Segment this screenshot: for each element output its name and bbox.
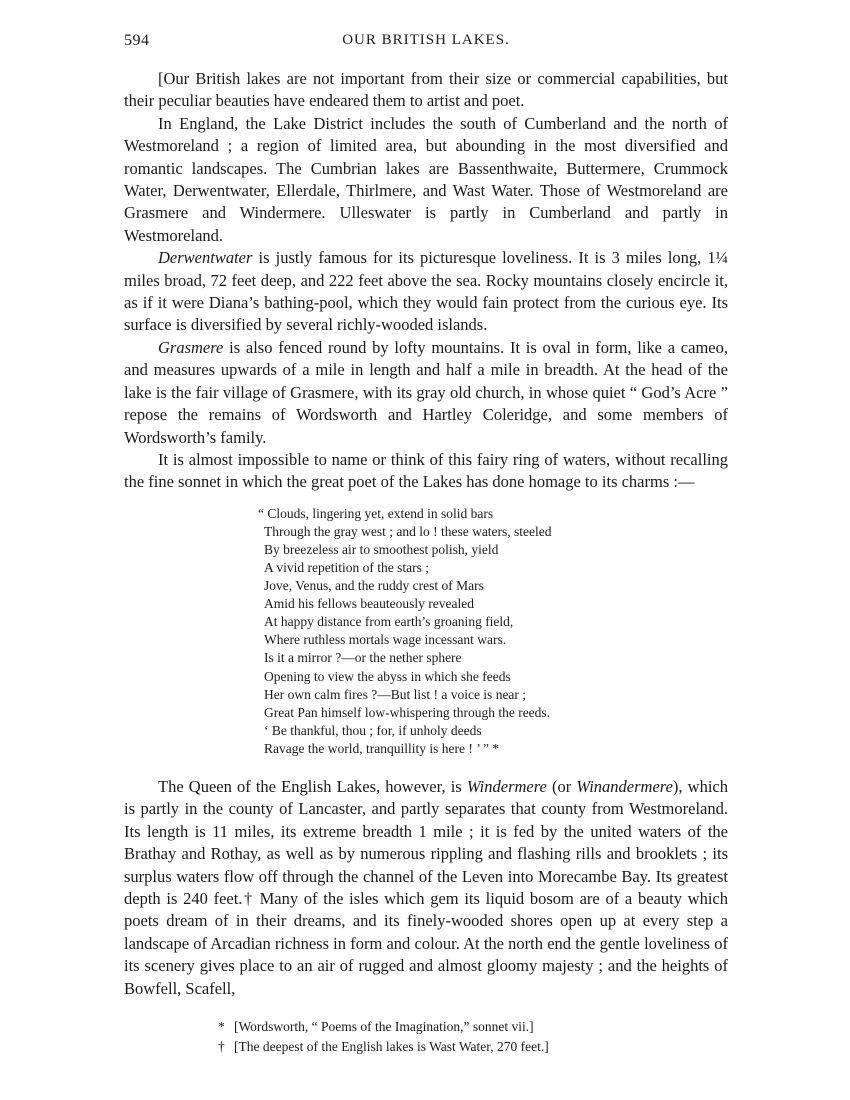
main-text <box>124 68 728 1000</box>
poem-line: “ Clouds, lingering yet, extend in solid bars <box>258 505 494 521</box>
poem-line: Great Pan himself low-whispering through the reeds. <box>264 704 551 720</box>
footnote-text: [The deepest of the English lakes is Wast Water, 270 feet.] <box>234 1039 549 1054</box>
poem-line: Jove, Venus, and the ruddy crest of Mars <box>264 578 484 594</box>
paragraph-windermere <box>124 776 728 1000</box>
paragraph-intro: [Our British lakes are not important from their size or commercial capabilities, but their peculiar beauties have endeared them to artist and poet. <box>124 69 728 111</box>
poem-line: Opening to view the abyss in which she feeds <box>264 668 511 684</box>
poem-line: A vivid repetition of the stars ; <box>264 560 429 575</box>
paragraph-sonnet-intro: It is almost impossible to name or think of this fairy ring of waters, without recalling the fine sonnet in which the great poet of the Lakes has done homage to its charms :— <box>124 449 728 492</box>
footnote-wast-water <box>218 1037 738 1057</box>
paragraph-grasmere-text: is also fenced round by lofty mountains. It is oval in form, like a cameo, and measures upwards of a mile in length and half a mile in breadth. At the head of the lake is the fair village of Grasmere, with its gray old church, in whose quiet “ God’s Acre ” repose the remains of Wordsworth and Hartley Coleridge, and some members of Wordsworth’s family. <box>124 337 728 447</box>
poem-line: Through the gray west ; and lo ! these waters, steeled <box>264 523 552 539</box>
paragraph-derwentwater <box>124 247 728 337</box>
running-title: OUR BRITISH LAKES. <box>342 32 510 48</box>
footnote-text: [Wordsworth, “ Poems of the Imagination,” sonnet vii.] <box>234 1019 534 1034</box>
paragraph-grasmere <box>124 337 728 449</box>
footnote-mark: † <box>218 1039 225 1054</box>
poem-line: Amid his fellows beauteously revealed <box>264 596 474 612</box>
poem-line: Where ruthless mortals wage incessant wars. <box>264 632 507 648</box>
poem-line: Her own calm fires ?—But list ! a voice is near ; <box>264 686 527 702</box>
page-header <box>124 32 728 54</box>
footnote-sonnet <box>218 1017 738 1037</box>
term-grasmere: Grasmere <box>158 337 224 357</box>
term-winandermere: Winandermere <box>576 777 673 797</box>
footnote-mark: * <box>218 1019 225 1034</box>
paragraph-derwentwater-text: is justly famous for its picturesque loveliness. It is 3 miles long, 1¼ miles broad, 72 feet deep, and 222 feet above the sea. Rocky mountains closely encircle it, as if it were Diana’s bathing-pool, which they would fain protect from the curious eye. Its surface is diversified by several richly-wooded islands. <box>124 248 728 335</box>
paragraph-windermere-paren-open: (or <box>546 777 577 797</box>
paragraph-windermere-lead: The Queen of the English Lakes, however, is <box>158 777 467 797</box>
poem-line: Is it a mirror ?—or the nether sphere <box>264 650 462 666</box>
term-derwentwater: Derwentwater <box>158 248 253 268</box>
poem-line: Ravage the world, tranquillity is here ! ’ ” * <box>264 740 500 756</box>
sonnet <box>258 505 728 758</box>
paragraph-windermere-text: ), which is partly in the county of Lancaster, and partly separates that county from Westmoreland. Its length is 11 miles, its extreme breadth 1 mile ; it is fed by the united waters of the Brathay and Rothay, as well as by numerous rippling and flashing rills and brooklets ; its surplus waters flow off through the channel of the Leven into Morecambe Bay. Its greatest depth is 240 feet.† Many of the isles which gem its liquid bosom are of a beauty which poets dream of in their dreams, and its finely-wooded shores open up at every step a landscape of Arcadian richness in form and colour. At the north end the gentle loveliness of its scenery gives place to an air of rugged and almost gloomy majesty ; and the heights of Bowfell, Scafell, <box>124 777 728 998</box>
poem-line: By breezeless air to smoothest polish, yield <box>264 541 499 557</box>
term-windermere: Windermere <box>466 777 547 797</box>
page-number: 594 <box>124 32 150 49</box>
paragraph-lake-district: In England, the Lake District includes the south of Cumberland and the north of Westmoreland ; a region of limited area, but abounding in the most diversified and romantic landscapes. The Cumbrian lakes are Bassenthwaite, Buttermere, Crummock Water, Derwentwater, Ellerdale, Thirlmere, and Wast Water. Those of Westmoreland are Grasmere and Windermere. Ulleswater is partly in Cumberland and partly in Westmoreland. <box>124 113 728 245</box>
poem-line: ‘ Be thankful, thou ; for, if unholy deeds <box>264 722 482 738</box>
footnotes <box>218 1017 738 1057</box>
poem-line: At happy distance from earth’s groaning field, <box>264 614 514 630</box>
